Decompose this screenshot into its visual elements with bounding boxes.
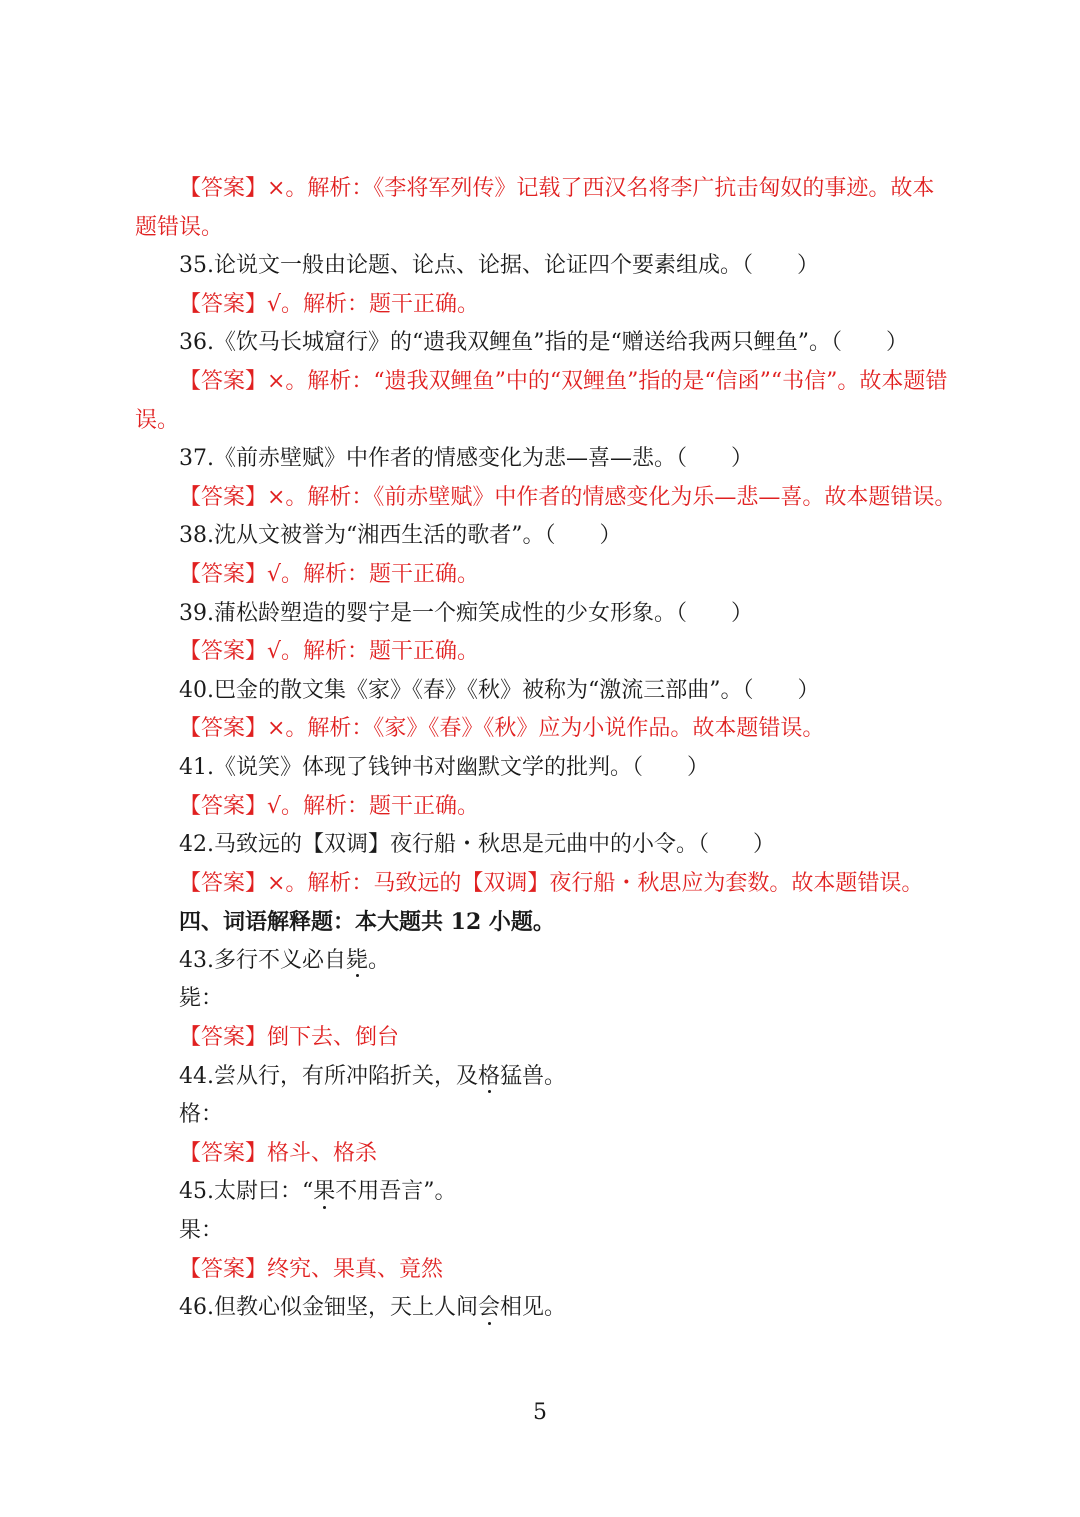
question-line: 39.蒲松龄塑造的婴宁是一个痴笑成性的少女形象。（ ） xyxy=(179,600,753,626)
answer-line: 【答案】×。解析：马致远的【双调】夜行船・秋思应为套数。故本题错误。 xyxy=(179,870,924,896)
answer-line: 【答案】×。解析：“遗我双鲤鱼”中的“双鲤鱼”指的是“信函”“书信”。故本题错误。 xyxy=(135,368,948,433)
question-line: 35.论说文一般由论题、论点、论据、论证四个要素组成。（ ） xyxy=(179,253,819,279)
answer-line: 【答案】×。解析：《家》《春》《秋》应为小说作品。故本题错误。 xyxy=(179,716,825,742)
section-heading: 四、词语解释题：本大题共 12 小题。 xyxy=(179,909,555,936)
question-line xyxy=(135,1173,950,1212)
question-line xyxy=(135,942,950,981)
question-line: 37.《前赤壁赋》中作者的情感变化为悲—喜—悲。（ ） xyxy=(179,446,753,472)
emphasis-char: 毙 xyxy=(346,942,368,981)
page-number: 5 xyxy=(533,1400,547,1425)
question-line: 格： xyxy=(179,1102,224,1128)
question-line: 36.《饮马长城窟行》的“遗我双鲤鱼”指的是“赠送给我两只鲤鱼”。（ ） xyxy=(179,330,908,356)
text-segment: 。 xyxy=(368,947,391,973)
answer-line: 【答案】×。解析：《前赤壁赋》中作者的情感变化为乐—悲—喜。故本题错误。 xyxy=(179,484,957,510)
text-segment: 相见。 xyxy=(500,1295,567,1321)
answer-line: 【答案】√。解析：题干正确。 xyxy=(179,793,480,819)
question-line xyxy=(135,1289,950,1328)
question-line: 42.马致远的【双调】夜行船・秋思是元曲中的小令。（ ） xyxy=(179,832,775,858)
text-segment: 不用吾言”。 xyxy=(335,1179,457,1205)
text-segment: 46.但教心似金钿坚，天上人间 xyxy=(179,1295,478,1321)
question-line: 41.《说笑》体现了钱钟书对幽默文学的批判。（ ） xyxy=(179,754,709,780)
question-line: 40.巴金的散文集《家》《春》《秋》被称为“激流三部曲”。（ ） xyxy=(179,677,820,703)
text-segment: 44.尝从行，有所冲陷折关，及 xyxy=(179,1063,478,1089)
answer-line: 【答案】√。解析：题干正确。 xyxy=(179,639,480,665)
text-line: 【答案】×。解析：《李将军列传》记载了西汉名将李广抗击匈奴的事迹。故本题错误。 xyxy=(135,176,935,240)
answer-line: 【答案】√。解析：题干正确。 xyxy=(179,561,480,587)
question-line: 38.沈从文被誉为“湘西生活的歌者”。（ ） xyxy=(179,523,622,549)
question-line xyxy=(135,1058,950,1097)
question-line: 毙： xyxy=(179,986,224,1012)
emphasis-char: 格 xyxy=(478,1058,500,1097)
emphasis-char: 会 xyxy=(478,1289,500,1328)
answer-line: 【答案】格斗、格杀 xyxy=(179,1140,378,1166)
text-segment: 45.太尉曰：“ xyxy=(179,1179,314,1205)
text-segment: 猛兽。 xyxy=(500,1063,567,1089)
page-content xyxy=(135,170,957,1328)
answer-line: 【答案】终究、果真、竟然 xyxy=(179,1256,444,1282)
question-line: 果： xyxy=(179,1218,224,1244)
answer-line: 【答案】√。解析：题干正确。 xyxy=(179,291,480,317)
emphasis-char: 果 xyxy=(313,1173,335,1212)
answer-line: 【答案】倒下去、倒台 xyxy=(179,1025,400,1051)
text-segment: 43.多行不义必自 xyxy=(179,947,346,973)
